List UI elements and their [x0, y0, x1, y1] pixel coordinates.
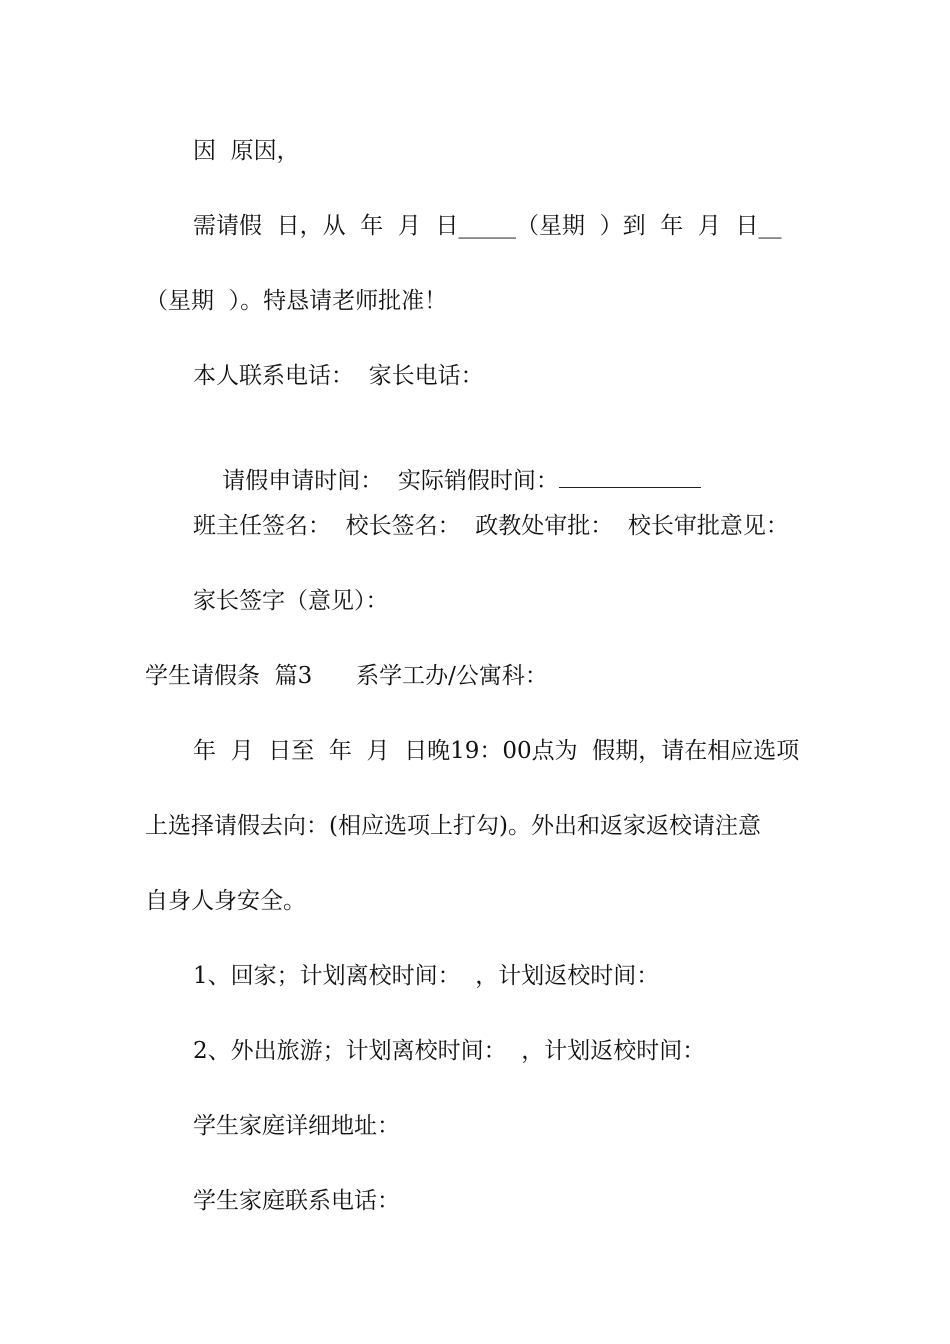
- home-phone-line: 学生家庭联系电话：: [193, 1188, 400, 1214]
- application-time-line: 请假申请时间： 实际销假时间：: [222, 468, 559, 494]
- option-travel-line: 2、外出旅游；计划离校时间： ，计划返校时间：: [193, 1038, 706, 1064]
- option-home-line: 1、回家；计划离校时间： ，计划返校时间：: [193, 963, 660, 989]
- section-heading-line: 学生请假条 篇3 系学工办/公寓科：: [145, 663, 548, 689]
- reason-line: 因 原因，: [193, 138, 300, 164]
- safety-line: 自身人身安全。: [145, 888, 306, 914]
- holiday-dates-line: 年 月 日至 年 月 日晚19：00点为 假期，请在相应选项: [193, 738, 800, 764]
- destination-instruction-line: 上选择请假去向：(相应选项上打勾)。外出和返家返校请注意: [145, 813, 761, 839]
- actual-return-time-blank: [559, 467, 701, 488]
- parent-signature-line: 家长签字（意见）：: [193, 588, 389, 614]
- weekday-approval-line: （星期 ）。特恳请老师批准！: [145, 288, 448, 314]
- contact-phone-line: 本人联系电话： 家长电话：: [193, 363, 484, 389]
- home-address-line: 学生家庭详细地址：: [193, 1113, 400, 1139]
- leave-days-line: 需请假 日，从 年 月 日_____（星期 ）到 年 月 日__: [193, 213, 782, 239]
- signatures-line: 班主任签名： 校长签名： 政教处审批： 校长审批意见：: [193, 513, 789, 539]
